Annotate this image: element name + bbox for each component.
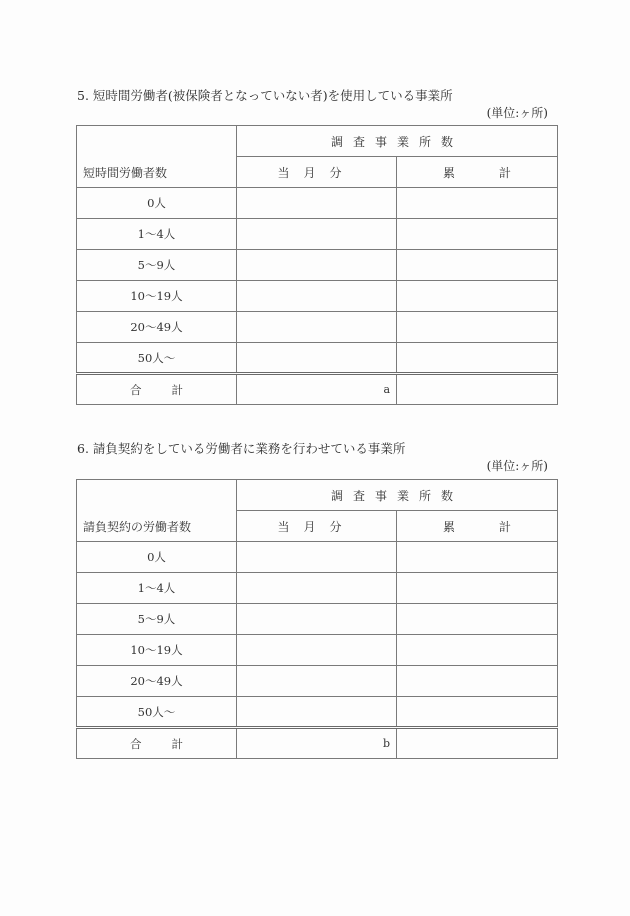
cumulative-input[interactable]: [397, 697, 558, 728]
current-month-input[interactable]: [237, 666, 397, 697]
total-label: 合計: [77, 728, 237, 759]
column-header-cumulative: 累計: [397, 157, 558, 188]
current-month-input[interactable]: [237, 542, 397, 573]
range-label: 50人〜: [77, 697, 237, 728]
cumulative-input[interactable]: [397, 542, 558, 573]
total-cumulative-cell[interactable]: [397, 728, 558, 759]
column-header-current-month: 当月分: [237, 157, 397, 188]
range-label: 50人〜: [77, 343, 237, 374]
range-label: 1〜4人: [77, 219, 237, 250]
group-header: 調査事業所数: [237, 126, 558, 157]
range-label: 5〜9人: [77, 604, 237, 635]
table-row: [77, 542, 558, 573]
table-row: [77, 312, 558, 343]
current-month-input[interactable]: [237, 250, 397, 281]
cumulative-input[interactable]: [397, 250, 558, 281]
total-cumulative-cell[interactable]: [397, 374, 558, 405]
table-row: [77, 250, 558, 281]
cumulative-input[interactable]: [397, 219, 558, 250]
cumulative-input[interactable]: [397, 188, 558, 219]
table-row: [77, 219, 558, 250]
column-header-cumulative: 累計: [397, 511, 558, 542]
range-label: 5〜9人: [77, 250, 237, 281]
range-label: 0人: [77, 542, 237, 573]
range-label: 1〜4人: [77, 573, 237, 604]
cumulative-input[interactable]: [397, 312, 558, 343]
section-title: 5. 短時間労働者(被保険者となっていない者)を使用している事業所: [77, 88, 453, 103]
cumulative-input[interactable]: [397, 635, 558, 666]
section-title: 6. 請負契約をしている労働者に業務を行わせている事業所: [77, 441, 406, 456]
cumulative-input[interactable]: [397, 666, 558, 697]
table-row: [77, 666, 558, 697]
range-label: 0人: [77, 188, 237, 219]
group-header: 調査事業所数: [237, 480, 558, 511]
current-month-input[interactable]: [237, 697, 397, 728]
current-month-input[interactable]: [237, 312, 397, 343]
total-row: [77, 728, 558, 759]
current-month-input[interactable]: [237, 219, 397, 250]
table-row: [77, 697, 558, 728]
cumulative-input[interactable]: [397, 604, 558, 635]
unit-label: (単位:ヶ所): [486, 106, 548, 120]
range-label: 20〜49人: [77, 312, 237, 343]
total-current-month-cell[interactable]: a: [237, 374, 397, 405]
unit-label: (単位:ヶ所): [486, 459, 548, 473]
table-row: [77, 635, 558, 666]
current-month-input[interactable]: [237, 635, 397, 666]
cumulative-input[interactable]: [397, 343, 558, 374]
total-current-month-cell[interactable]: b: [237, 728, 397, 759]
current-month-input[interactable]: [237, 281, 397, 312]
table-row: [77, 343, 558, 374]
total-row: [77, 374, 558, 405]
short-time-workers-table: [76, 125, 558, 405]
column-header-current-month: 当月分: [237, 511, 397, 542]
table-row: [77, 188, 558, 219]
current-month-input[interactable]: [237, 343, 397, 374]
range-label: 10〜19人: [77, 281, 237, 312]
current-month-input[interactable]: [237, 188, 397, 219]
current-month-input[interactable]: [237, 604, 397, 635]
total-label: 合計: [77, 374, 237, 405]
table-row: [77, 573, 558, 604]
table-row: [77, 604, 558, 635]
contract-workers-table: [76, 479, 558, 759]
current-month-input[interactable]: [237, 573, 397, 604]
range-label: 10〜19人: [77, 635, 237, 666]
table-row: [77, 281, 558, 312]
cumulative-input[interactable]: [397, 573, 558, 604]
range-label: 20〜49人: [77, 666, 237, 697]
cumulative-input[interactable]: [397, 281, 558, 312]
row-header-label: 短時間労働者数: [77, 126, 237, 188]
row-header-label: 請負契約の労働者数: [77, 480, 237, 542]
